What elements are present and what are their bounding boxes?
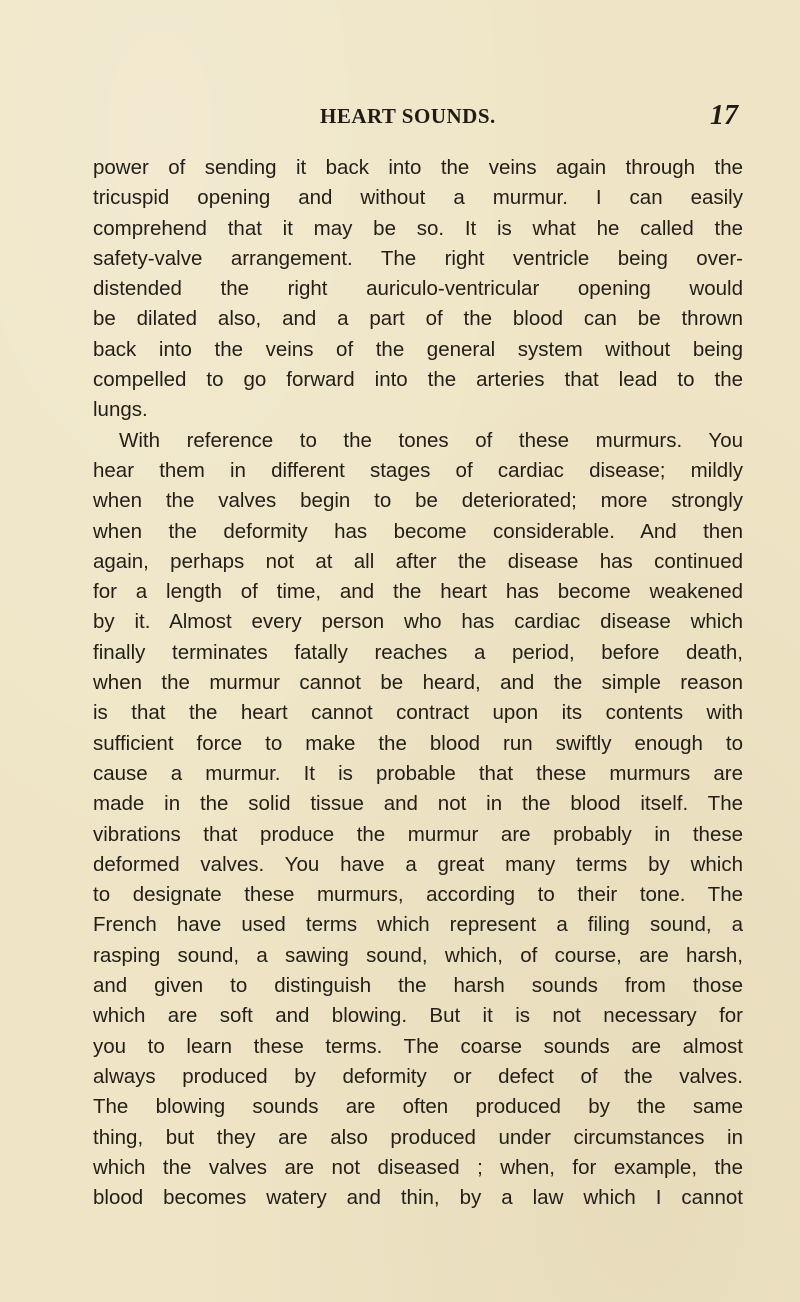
body-text — [93, 153, 743, 1213]
text-line: French have used terms which represent a filing sound, a — [93, 913, 743, 937]
text-line: back into the veins of the general system without being — [93, 337, 743, 361]
text-line: is that the heart cannot contract upon its contents with — [93, 701, 743, 725]
text-line: when the murmur cannot be heard, and the simple reason — [93, 671, 743, 695]
text-line: to designate these murmurs, according to their tone. The — [93, 883, 743, 907]
text-line: which the valves are not diseased ; when, for example, the — [93, 1155, 743, 1179]
text-line: and given to distinguish the harsh sounds from those — [93, 974, 743, 998]
text-line: cause a murmur. It is probable that these murmurs are — [93, 761, 743, 785]
text-line: again, perhaps not at all after the disease has continued — [93, 549, 743, 573]
text-line: hear them in different stages of cardiac disease; mildly — [93, 458, 743, 482]
text-line: made in the solid tissue and not in the blood itself. The — [93, 792, 743, 816]
text-line: always produced by deformity or defect of the valves. — [93, 1064, 743, 1088]
text-line: power of sending it back into the veins again through the — [93, 156, 743, 179]
text-line: finally terminates fatally reaches a period, before death, — [93, 640, 743, 664]
text-line: vibrations that produce the murmur are probably in these — [93, 822, 743, 846]
paragraph-end-line: lungs. — [93, 398, 148, 422]
text-line: blood becomes watery and thin, by a law which I cannot — [93, 1186, 743, 1210]
text-line: The blowing sounds are often produced by the same — [93, 1095, 743, 1119]
text-line: deformed valves. You have a great many terms by which — [93, 852, 743, 876]
paragraph-start-line: With reference to the tones of these murmurs. You — [119, 428, 743, 452]
text-line: be dilated also, and a part of the blood can be thrown — [93, 307, 743, 331]
text-line: tricuspid opening and without a murmur. I can easily — [93, 186, 743, 210]
text-line: thing, but they are also produced under circumstances in — [93, 1125, 743, 1149]
text-line: which are soft and blowing. But it is not necessary for — [93, 1004, 743, 1028]
text-line: compelled to go forward into the arteries that lead to the — [93, 368, 743, 392]
text-line: safety-valve arrangement. The right ventricle being over- — [93, 246, 743, 270]
text-line: for a length of time, and the heart has become weakened — [93, 580, 743, 604]
text-line: comprehend that it may be so. It is what he called the — [93, 216, 743, 240]
text-line: when the valves begin to be deteriorated; more strongly — [93, 489, 743, 513]
page-header — [0, 100, 800, 134]
text-line: you to learn these terms. The coarse sounds are almost — [93, 1034, 743, 1058]
text-line: rasping sound, a sawing sound, which, of course, are harsh, — [93, 943, 743, 967]
running-title: HEART SOUNDS. — [320, 104, 496, 128]
text-line: by it. Almost every person who has cardiac disease which — [93, 610, 743, 634]
page-number: 17 — [710, 100, 738, 131]
text-line: when the deformity has become considerable. And then — [93, 519, 743, 543]
text-line: sufficient force to make the blood run swiftly enough to — [93, 731, 743, 755]
text-line: distended the right auriculo-ventricular opening would — [93, 277, 743, 301]
